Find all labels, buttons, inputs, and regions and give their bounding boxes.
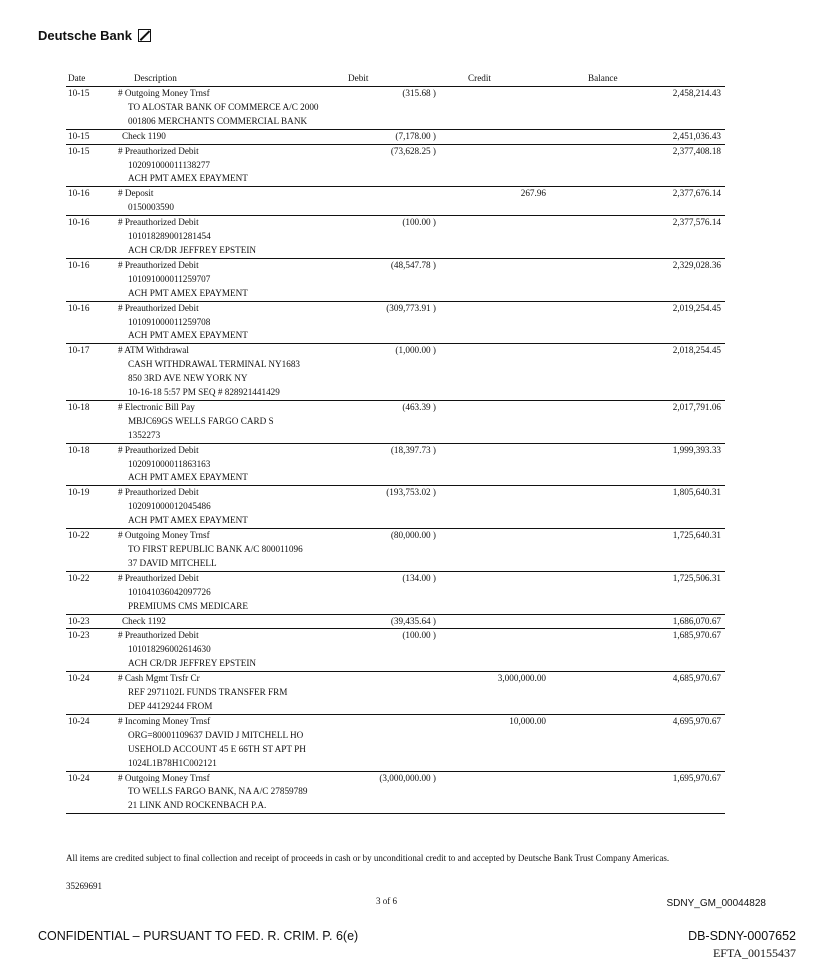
bank-logo xyxy=(38,28,151,43)
transaction-row xyxy=(66,714,725,771)
account-number: 35269691 xyxy=(66,881,102,891)
txn-credit xyxy=(466,629,586,672)
txn-date: 10-24 xyxy=(66,771,116,814)
txn-debit: (39,435.64 ) xyxy=(346,614,466,629)
txn-credit xyxy=(466,400,586,443)
txn-detail-line: 10-16-18 5:57 PM SEQ # 828921441429 xyxy=(128,387,280,398)
txn-credit xyxy=(466,87,586,130)
txn-detail-line: 101041036042097726 xyxy=(128,586,211,597)
txn-type: # Outgoing Money Trnsf xyxy=(118,772,210,783)
txn-credit xyxy=(466,614,586,629)
transaction-row xyxy=(66,486,725,529)
transaction-row xyxy=(66,443,725,486)
txn-balance: 2,451,036.43 xyxy=(586,129,725,144)
transactions-table xyxy=(66,72,725,814)
txn-credit xyxy=(466,216,586,259)
txn-detail-line: 102091000011138277 xyxy=(128,159,211,170)
txn-date: 10-16 xyxy=(66,216,116,259)
transaction-row xyxy=(66,344,725,401)
txn-date: 10-17 xyxy=(66,344,116,401)
efta-number: EFTA_00155437 xyxy=(712,946,796,960)
transaction-row xyxy=(66,629,725,672)
txn-type: # Preauthorized Debit xyxy=(118,572,199,583)
txn-type: # Preauthorized Debit xyxy=(118,145,199,156)
txn-description xyxy=(116,571,346,614)
bank-name: Deutsche Bank xyxy=(38,28,132,43)
txn-credit xyxy=(466,144,586,187)
txn-type: # Preauthorized Debit xyxy=(118,630,199,641)
txn-debit: (315.68 ) xyxy=(346,87,466,130)
txn-balance: 1,686,070.67 xyxy=(586,614,725,629)
txn-credit xyxy=(466,571,586,614)
txn-type: # Preauthorized Debit xyxy=(118,302,199,313)
txn-date: 10-23 xyxy=(66,614,116,629)
transaction-row xyxy=(66,529,725,572)
txn-description xyxy=(116,486,346,529)
txn-balance: 1,999,393.33 xyxy=(586,443,725,486)
txn-balance: 2,019,254.45 xyxy=(586,301,725,344)
txn-balance: 1,725,506.31 xyxy=(586,571,725,614)
txn-type: # Preauthorized Debit xyxy=(118,487,199,498)
txn-detail-line: 101018296002614630 xyxy=(128,644,211,655)
txn-credit xyxy=(466,301,586,344)
txn-detail-line: ACH PMT AMEX EPAYMENT xyxy=(128,515,248,526)
txn-debit: (73,628.25 ) xyxy=(346,144,466,187)
txn-credit xyxy=(466,529,586,572)
txn-detail-line: 21 LINK AND ROCKENBACH P.A. xyxy=(128,800,267,811)
txn-debit xyxy=(346,187,466,216)
txn-debit: (100.00 ) xyxy=(346,216,466,259)
txn-detail-line: TO WELLS FARGO BANK, NA A/C 27859789 xyxy=(128,786,308,797)
txn-credit: 3,000,000.00 xyxy=(466,672,586,715)
col-header-credit: Credit xyxy=(466,72,586,87)
txn-balance: 2,377,408.18 xyxy=(586,144,725,187)
txn-description xyxy=(116,714,346,771)
txn-description xyxy=(116,614,346,629)
txn-type: Check 1192 xyxy=(122,615,166,626)
txn-description xyxy=(116,144,346,187)
txn-detail-line: ACH PMT AMEX EPAYMENT xyxy=(128,472,248,483)
txn-type: # ATM Withdrawal xyxy=(118,345,189,356)
transaction-row xyxy=(66,87,725,130)
col-header-balance: Balance xyxy=(586,72,725,87)
transaction-row xyxy=(66,258,725,301)
txn-detail-line: CASH WITHDRAWAL TERMINAL NY1683 xyxy=(128,359,301,370)
txn-debit: (100.00 ) xyxy=(346,629,466,672)
transaction-row xyxy=(66,571,725,614)
txn-date: 10-22 xyxy=(66,529,116,572)
txn-date: 10-18 xyxy=(66,400,116,443)
transaction-row xyxy=(66,771,725,814)
txn-date: 10-18 xyxy=(66,443,116,486)
txn-detail-line: ACH CR/DR JEFFREY EPSTEIN xyxy=(128,244,257,255)
txn-debit: (48,547.78 ) xyxy=(346,258,466,301)
transaction-row xyxy=(66,144,725,187)
txn-detail-line: 850 3RD AVE NEW YORK NY xyxy=(128,373,248,384)
txn-credit xyxy=(466,129,586,144)
txn-debit: (193,753.02 ) xyxy=(346,486,466,529)
txn-description xyxy=(116,629,346,672)
txn-credit xyxy=(466,443,586,486)
txn-debit xyxy=(346,672,466,715)
txn-balance: 2,329,028.36 xyxy=(586,258,725,301)
txn-date: 10-19 xyxy=(66,486,116,529)
txn-type: # Outgoing Money Trnsf xyxy=(118,88,210,98)
txn-detail-line: ORG=80001109637 DAVID J MITCHELL HO xyxy=(128,729,304,740)
txn-detail-line: 101091000011259708 xyxy=(128,316,211,327)
txn-type: # Cash Mgmt Trsfr Cr xyxy=(118,673,200,684)
bates-number-db: DB-SDNY-0007652 xyxy=(688,929,796,943)
txn-type: # Preauthorized Debit xyxy=(118,444,199,455)
txn-detail-line: 1352273 xyxy=(128,429,161,440)
txn-detail-line: MBJC69GS WELLS FARGO CARD S xyxy=(128,415,274,426)
txn-balance: 1,805,640.31 xyxy=(586,486,725,529)
txn-detail-line: TO ALOSTAR BANK OF COMMERCE A/C 2000 xyxy=(128,101,319,112)
txn-date: 10-22 xyxy=(66,571,116,614)
txn-date: 10-15 xyxy=(66,144,116,187)
txn-balance: 2,377,576.14 xyxy=(586,216,725,259)
txn-description xyxy=(116,771,346,814)
confidential-notice: CONFIDENTIAL – PURSUANT TO FED. R. CRIM. P. 6(e) xyxy=(38,929,359,943)
txn-type: # Preauthorized Debit xyxy=(118,259,199,270)
transaction-row xyxy=(66,301,725,344)
txn-credit xyxy=(466,771,586,814)
txn-detail-line: 1024L1B78H1C002121 xyxy=(128,757,217,768)
txn-description xyxy=(116,187,346,216)
txn-description xyxy=(116,87,346,130)
col-header-date: Date xyxy=(66,72,116,87)
txn-detail-line: 001806 MERCHANTS COMMERCIAL BANK xyxy=(128,115,308,126)
txn-credit xyxy=(466,486,586,529)
txn-detail-line: PREMIUMS CMS MEDICARE xyxy=(128,600,248,611)
txn-description xyxy=(116,400,346,443)
txn-description xyxy=(116,301,346,344)
transaction-row xyxy=(66,187,725,216)
txn-type: # Deposit xyxy=(118,188,154,199)
txn-credit: 267.96 xyxy=(466,187,586,216)
txn-description xyxy=(116,443,346,486)
txn-debit: (463.39 ) xyxy=(346,400,466,443)
txn-type: # Outgoing Money Trnsf xyxy=(118,530,210,541)
transaction-row xyxy=(66,129,725,144)
txn-balance: 4,685,970.67 xyxy=(586,672,725,715)
bates-number-sdny: SDNY_GM_00044828 xyxy=(666,898,766,909)
txn-balance: 2,458,214.43 xyxy=(586,87,725,130)
txn-date: 10-23 xyxy=(66,629,116,672)
col-header-description: Description xyxy=(116,72,346,87)
txn-detail-line: ACH CR/DR JEFFREY EPSTEIN xyxy=(128,658,257,669)
txn-type: Check 1190 xyxy=(122,130,166,141)
txn-debit: (18,397.73 ) xyxy=(346,443,466,486)
txn-debit: (80,000.00 ) xyxy=(346,529,466,572)
col-header-debit: Debit xyxy=(346,72,466,87)
txn-debit: (3,000,000.00 ) xyxy=(346,771,466,814)
txn-detail-line: ACH PMT AMEX EPAYMENT xyxy=(128,173,248,184)
txn-debit: (309,773.91 ) xyxy=(346,301,466,344)
txn-balance: 1,725,640.31 xyxy=(586,529,725,572)
txn-detail-line: 102091000011863163 xyxy=(128,458,211,469)
txn-balance: 2,018,254.45 xyxy=(586,344,725,401)
txn-type: # Incoming Money Trnsf xyxy=(118,715,211,726)
txn-description xyxy=(116,216,346,259)
txn-date: 10-16 xyxy=(66,301,116,344)
txn-debit xyxy=(346,714,466,771)
txn-detail-line: TO FIRST REPUBLIC BANK A/C 800011096 xyxy=(128,544,303,554)
txn-credit xyxy=(466,258,586,301)
txn-credit: 10,000.00 xyxy=(466,714,586,771)
txn-detail-line: 101091000011259707 xyxy=(128,273,211,284)
txn-description xyxy=(116,129,346,144)
txn-date: 10-24 xyxy=(66,714,116,771)
txn-description xyxy=(116,344,346,401)
txn-date: 10-16 xyxy=(66,187,116,216)
txn-balance: 2,377,676.14 xyxy=(586,187,725,216)
txn-detail-line: 37 DAVID MITCHELL xyxy=(128,557,217,568)
txn-detail-line: ACH PMT AMEX EPAYMENT xyxy=(128,287,248,298)
txn-date: 10-15 xyxy=(66,129,116,144)
txn-detail-line: DEP 44129244 FROM xyxy=(128,700,213,711)
txn-debit: (7,178.00 ) xyxy=(346,129,466,144)
txn-credit xyxy=(466,344,586,401)
transaction-row xyxy=(66,672,725,715)
table-header-row xyxy=(66,72,725,87)
txn-description xyxy=(116,672,346,715)
txn-detail-line: USEHOLD ACCOUNT 45 E 66TH ST APT PH xyxy=(128,743,306,754)
transaction-row xyxy=(66,614,725,629)
page-number: 3 of 6 xyxy=(376,896,397,906)
txn-date: 10-15 xyxy=(66,87,116,130)
txn-detail-line: REF 2971102L FUNDS TRANSFER FRM xyxy=(128,687,288,698)
txn-description xyxy=(116,529,346,572)
txn-date: 10-24 xyxy=(66,672,116,715)
footnote: All items are credited subject to final collection and receipt of proceeds in cash or by unconditional credit to and accepted by Deutsche Bank Trust Company Americas. xyxy=(66,853,670,863)
transaction-row xyxy=(66,400,725,443)
txn-detail-line: ACH PMT AMEX EPAYMENT xyxy=(128,330,248,341)
txn-debit: (134.00 ) xyxy=(346,571,466,614)
txn-detail-line: 101018289001281454 xyxy=(128,231,211,242)
txn-balance: 1,685,970.67 xyxy=(586,629,725,672)
txn-detail-line: 102091000012045486 xyxy=(128,501,211,512)
txn-balance: 1,695,970.67 xyxy=(586,771,725,814)
txn-description xyxy=(116,258,346,301)
deutsche-bank-slash-icon xyxy=(138,29,151,42)
txn-date: 10-16 xyxy=(66,258,116,301)
txn-type: # Preauthorized Debit xyxy=(118,217,199,228)
txn-detail-line: 0150003590 xyxy=(128,202,174,213)
txn-type: # Electronic Bill Pay xyxy=(118,401,195,412)
transaction-row xyxy=(66,216,725,259)
txn-balance: 4,695,970.67 xyxy=(586,714,725,771)
txn-debit: (1,000.00 ) xyxy=(346,344,466,401)
txn-balance: 2,017,791.06 xyxy=(586,400,725,443)
